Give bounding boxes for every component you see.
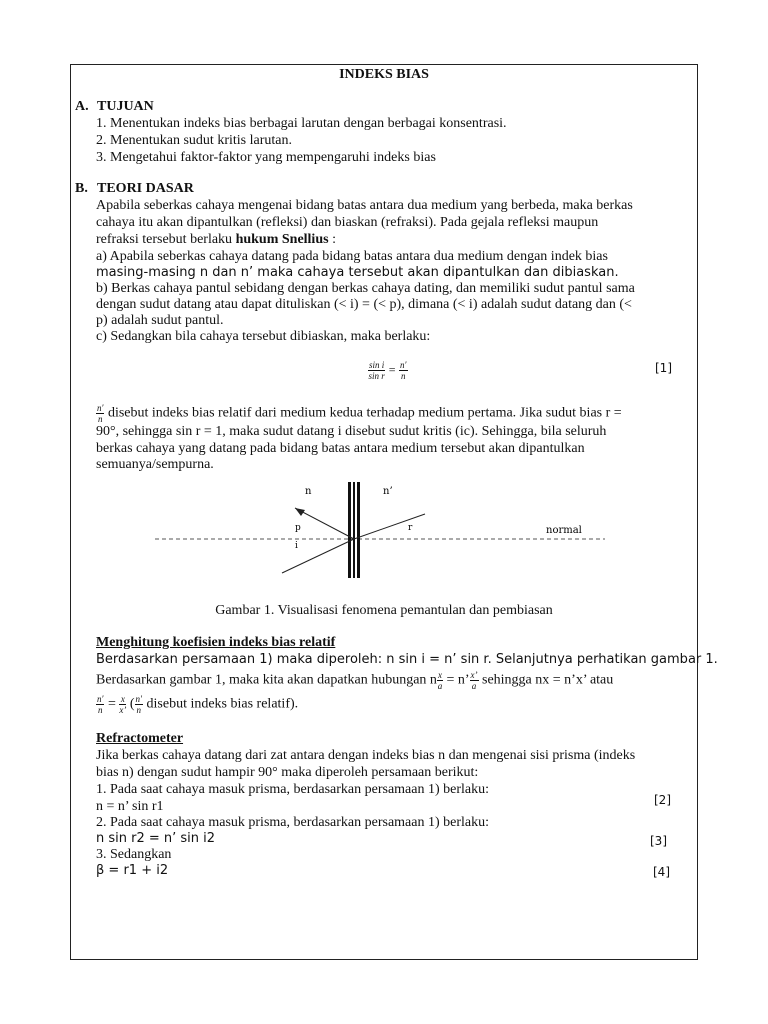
- section-a-title: TUJUAN: [97, 99, 154, 114]
- section-a-heading: [75, 99, 154, 115]
- section-b-letter: B.: [75, 181, 88, 196]
- label-n-prime: n’: [383, 486, 393, 497]
- koef-line-1: Berdasarkan persamaan 1) maka diperoleh: n sin i = n’ sin r. Selanjutnya perhatikan gambar 1.: [96, 652, 718, 667]
- rel-line-2: 90°, sehingga sin r = 1, maka sudut datang i disebut sudut kritis (ic). Sehingga, bila seluruh: [96, 424, 607, 439]
- section-b-title: TEORI DASAR: [97, 181, 194, 196]
- boundary-bar-mid: [353, 482, 355, 578]
- koef-frac-xp-num: x’: [470, 670, 478, 680]
- koef-frac5-den: n: [136, 705, 142, 715]
- koef-frac4-num: x: [120, 694, 125, 704]
- section-b-heading: [75, 181, 194, 197]
- refracto-line-6: n sin r2 = n’ sin i2: [96, 831, 216, 846]
- koef-frac-x-den: a: [437, 681, 443, 691]
- refracto-heading: Refractometer: [96, 731, 184, 746]
- section-a-letter: A.: [75, 99, 89, 114]
- rel-line-1-text: disebut indeks bias relatif dari medium kedua terhadap medium pertama. Jika sudut bias r =: [104, 405, 622, 421]
- label-n: n: [305, 486, 312, 497]
- teori-b-line-1: b) Berkas cahaya pantul sebidang dengan berkas cahaya dating, dan memiliki sudut pantul sama: [96, 281, 635, 296]
- eq1-den-right: n: [401, 371, 406, 381]
- label-r: r: [408, 523, 413, 533]
- koef-line-3-post: disebut indeks bias relatif).: [143, 696, 299, 712]
- rel-line-4: semuanya/sempurna.: [96, 457, 214, 472]
- eq1-num-left: sin i: [369, 360, 385, 370]
- koef-frac3-num: n′: [97, 694, 104, 704]
- label-i: i: [295, 541, 298, 551]
- refraction-figure: [150, 480, 610, 580]
- refracto-line-4: n = n’ sin r1: [96, 799, 164, 814]
- incident-ray: [282, 539, 354, 573]
- eq3-tag: [3]: [650, 834, 667, 848]
- rel-frac-num: n′: [97, 403, 104, 413]
- hukum-snellius: hukum Snellius: [235, 232, 329, 247]
- koef-line-3: [96, 694, 298, 715]
- tujuan-item-3: 3. Mengetahui faktor-faktor yang mempengaruhi indeks bias: [96, 150, 436, 165]
- eq1-den-left: sin r: [368, 371, 385, 381]
- teori-c-line: c) Sedangkan bila cahaya tersebut dibiaskan, maka berlaku:: [96, 329, 431, 344]
- koef-line-2-pre: Berdasarkan gambar 1, maka kita akan dapatkan hubungan n: [96, 672, 437, 688]
- koef-line-2: [96, 670, 613, 691]
- koef-line-2-post: sehingga nx = n’x’ atau: [478, 672, 614, 688]
- koef-frac3-den: n: [97, 705, 103, 715]
- rel-line-1: [96, 403, 622, 424]
- koef-eq-n: = n’: [442, 672, 470, 688]
- refracto-line-1: Jika berkas cahaya datang dari zat antara dengan indeks bias n dan mengenai sisi prisma (indeks: [96, 748, 636, 763]
- label-normal: normal: [546, 525, 582, 536]
- koef-paren-open: (: [126, 696, 135, 712]
- equation-1: [368, 360, 408, 381]
- koef-frac-xp-den: a: [471, 681, 477, 691]
- koef-eq3: =: [104, 696, 120, 712]
- refracto-line-5: 2. Pada saat cahaya masuk prisma, berdasarkan persamaan 1) berlaku:: [96, 815, 490, 830]
- teori-a-line-2: masing-masing n dan n’ maka cahaya tersebut akan dipantulkan dan dibiaskan.: [96, 265, 619, 280]
- koef-frac-x-num: x: [437, 670, 442, 680]
- tujuan-item-1: 1. Menentukan indeks bias berbagai larutan dengan berbagai konsentrasi.: [96, 116, 507, 131]
- teori-line-2: cahaya itu akan dipantulkan (refleksi) dan biaskan (refraksi). Pada gejala refleksi maupun: [96, 215, 599, 230]
- koef-frac5-num: n′: [135, 694, 143, 704]
- refracto-line-3: 1. Pada saat cahaya masuk prisma, berdasarkan persamaan 1) berlaku:: [96, 782, 490, 797]
- teori-line-3-post: :: [328, 232, 336, 247]
- rel-frac-den: n: [97, 414, 103, 424]
- eq4-tag: [4]: [653, 865, 670, 879]
- refracted-ray: [354, 514, 425, 539]
- teori-b-line-3: p) adalah sudut pantul.: [96, 313, 224, 328]
- refracto-line-7: 3. Sedangkan: [96, 847, 172, 862]
- refracto-line-2: bias n) dengan sudut hampir 90° maka diperoleh persamaan berikut:: [96, 765, 479, 780]
- koef-frac4-den: x’: [119, 705, 127, 715]
- teori-line-3-pre: refraksi tersebut berlaku: [96, 232, 236, 247]
- rel-line-3: berkas cahaya yang datang pada bidang batas antara medium tersebut akan dipantulkan: [96, 441, 585, 456]
- eq1-tag: [1]: [655, 361, 672, 375]
- eq1-equals: =: [388, 362, 396, 377]
- refracto-line-8: β = r1 + i2: [96, 863, 169, 878]
- teori-line-1: Apabila seberkas cahaya mengenai bidang batas antara dua medium yang berbeda, maka berkas: [96, 198, 633, 213]
- koef-heading: Menghitung koefisien indeks bias relatif: [96, 635, 336, 650]
- figure-caption: Gambar 1. Visualisasi fenomena pemantulan dan pembiasan: [215, 603, 553, 618]
- teori-line-3: [96, 232, 336, 248]
- boundary-bar-right: [357, 482, 360, 578]
- teori-b-line-2: dengan sudut datang atau dapat dituliskan (< i) = (< p), dimana (< i) adalah sudut datang dan (<: [96, 297, 632, 312]
- reflected-arrow-icon: [295, 508, 305, 516]
- boundary-bar-left: [348, 482, 351, 578]
- teori-a-line-1: a) Apabila seberkas cahaya datang pada bidang batas antara dua medium dengan indek bias: [96, 249, 608, 264]
- page-title: INDEKS BIAS: [339, 67, 429, 82]
- tujuan-item-2: 2. Menentukan sudut kritis larutan.: [96, 133, 292, 148]
- eq2-tag: [2]: [654, 793, 671, 807]
- label-p: p: [295, 523, 301, 533]
- eq1-num-right: n′: [400, 360, 407, 370]
- reflected-ray: [295, 508, 354, 539]
